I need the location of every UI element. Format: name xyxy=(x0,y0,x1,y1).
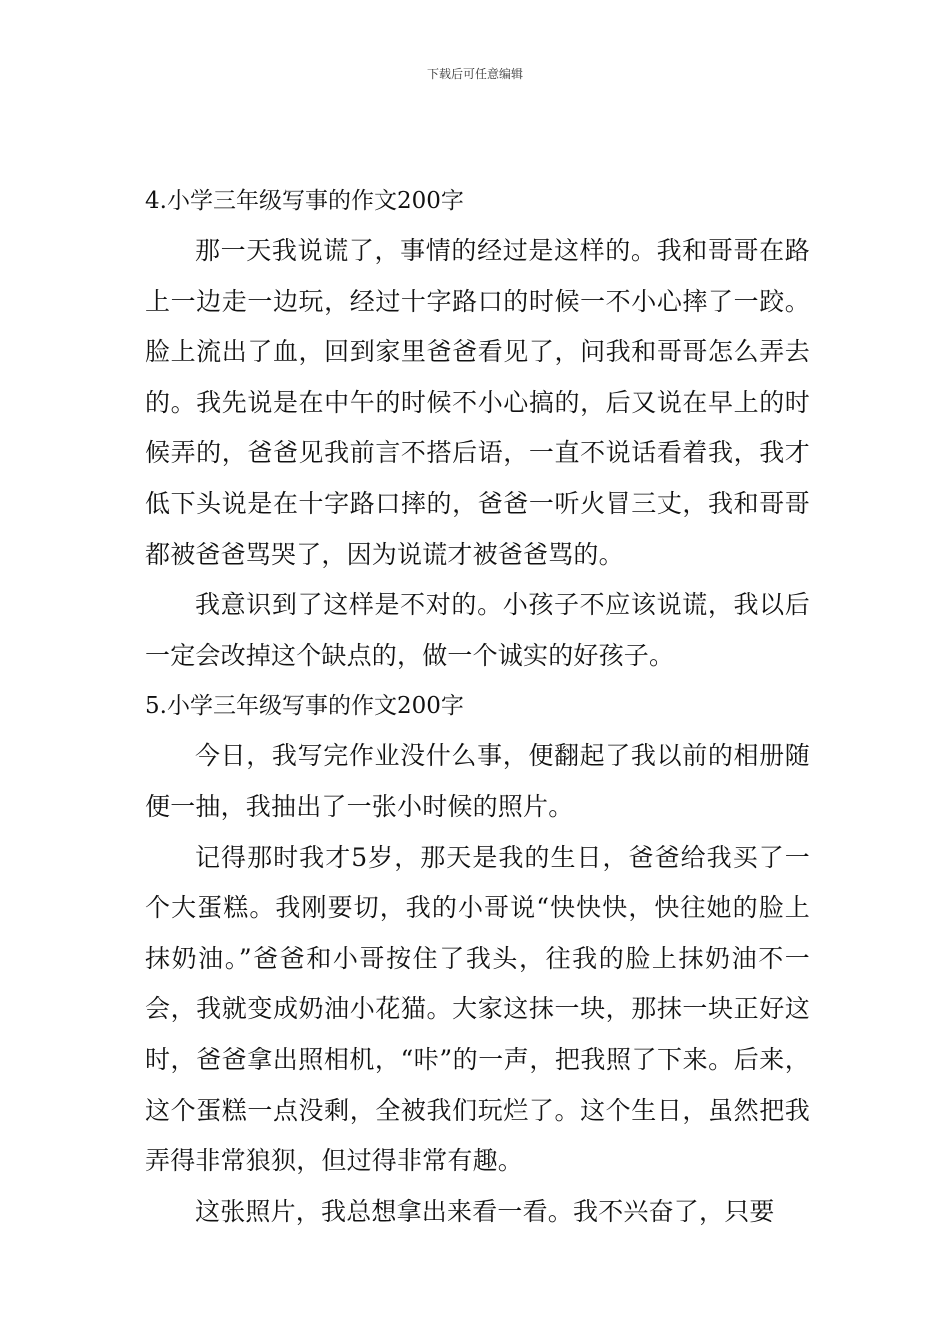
section-heading-5: 5.小学三年级写事的作文200字 xyxy=(145,693,464,720)
document-body xyxy=(145,176,810,1237)
section-4-paragraph-2: 我意识到了这样是不对的。小孩子不应该说谎，我以后一定会改掉这个缺点的，做一个诚实的好孩子。 xyxy=(145,590,810,670)
section-5-paragraph-3: 这张照片，我总想拿出来看一看。我不兴奋了，只要 xyxy=(195,1196,775,1226)
section-5-paragraph-2: 记得那时我才5岁，那天是我的生日，爸爸给我买了一个大蛋糕。我刚要切，我的小哥说“快快快，快往她的脸上抹奶油。”爸爸和小哥按住了我头，往我的脸上抹奶油不一会，我就变成奶油小花猫。大家这抹一块，那抹一块正好这时，爸爸拿出照相机，“咔”的一声，把我照了下来。后来，这个蛋糕一点没剩，全被我们玩烂了。这个生日，虽然把我弄得非常狼狈，但过得非常有趣。 xyxy=(145,842,810,1176)
page-header: 下载后可任意编辑 xyxy=(426,67,523,81)
section-4-paragraph-1: 那一天我说谎了，事情的经过是这样的。我和哥哥在路上一边走一边玩，经过十字路口的时候一不小心摔了一跤。脸上流出了血，回到家里爸爸看见了，问我和哥哥怎么弄去的。我先说是在中午的时候不小心搞的，后又说在早上的时候弄的，爸爸见我前言不搭后语，一直不说话看着我，我才低下头说是在十字路口摔的，爸爸一听火冒三丈，我和哥哥都被爸爸骂哭了，因为说谎才被爸爸骂的。 xyxy=(145,236,810,569)
section-5-paragraph-1: 今日，我写完作业没什么事，便翻起了我以前的相册随便一抽，我抽出了一张小时候的照片。 xyxy=(145,741,810,821)
section-heading-4: 4.小学三年级写事的作文200字 xyxy=(145,188,464,214)
